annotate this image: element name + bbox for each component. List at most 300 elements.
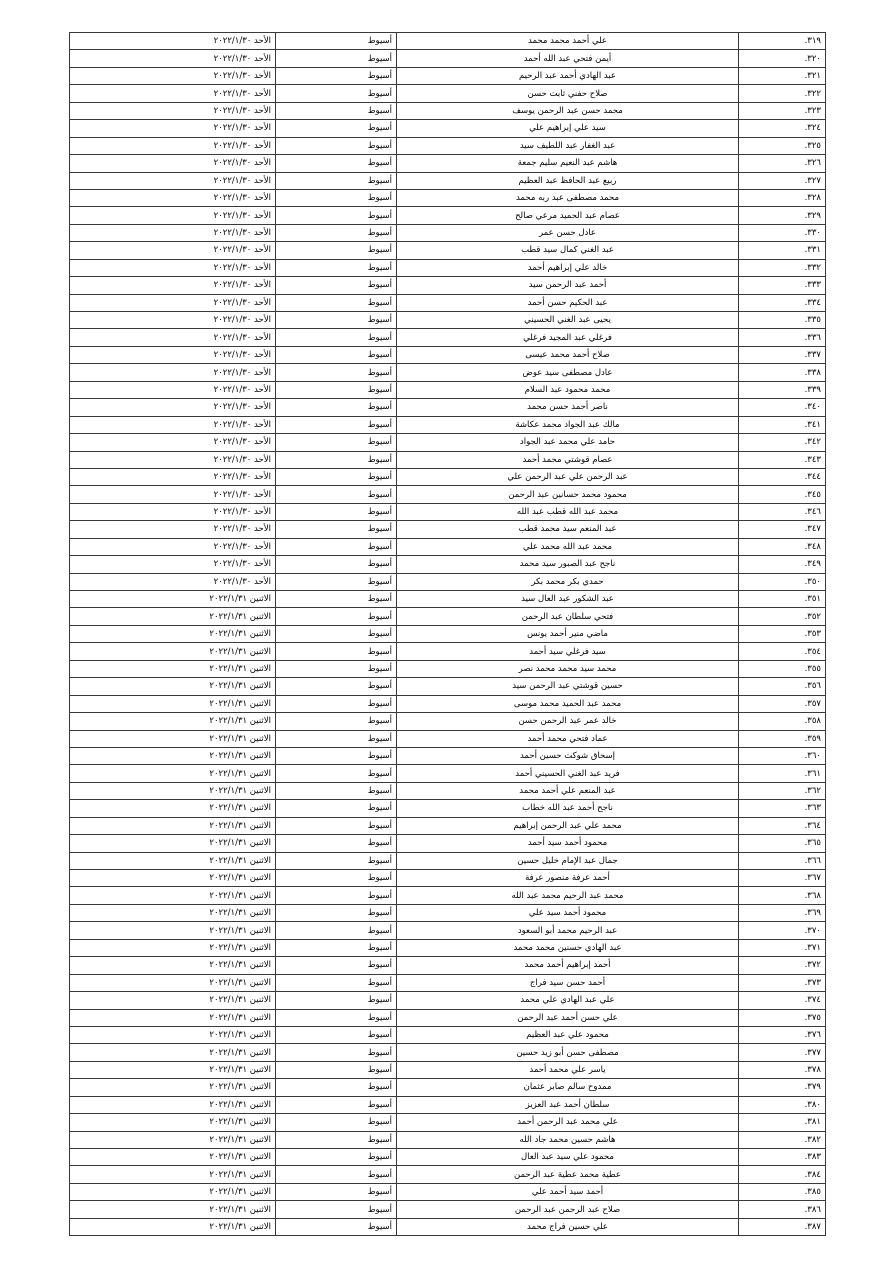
table-row xyxy=(70,259,826,276)
person-name-cell: عبد الهادي حسنين محمد محمد xyxy=(397,939,739,956)
row-number-cell: ٣٥٨. xyxy=(739,713,826,730)
city-cell: أسيوط xyxy=(276,870,397,887)
date-cell: الاثنين ٢٠٢٢/١/٣١ xyxy=(70,643,276,660)
table-row xyxy=(70,329,826,346)
person-name-cell: محمود علي عبد العظيم xyxy=(397,1026,739,1043)
person-name-cell: عبد الحكيم حسن أحمد xyxy=(397,294,739,311)
date-cell: الأحد ٢٠٢٢/١/٣٠ xyxy=(70,189,276,206)
city-cell: أسيوط xyxy=(276,155,397,172)
city-cell: أسيوط xyxy=(276,137,397,154)
date-cell: الأحد ٢٠٢٢/١/٣٠ xyxy=(70,155,276,172)
date-cell: الاثنين ٢٠٢٢/١/٣١ xyxy=(70,1096,276,1113)
city-cell: أسيوط xyxy=(276,259,397,276)
row-number-cell: ٣٢٢. xyxy=(739,85,826,102)
table-row xyxy=(70,695,826,712)
table-row xyxy=(70,713,826,730)
row-number-cell: ٣٧٤. xyxy=(739,992,826,1009)
city-cell: أسيوط xyxy=(276,224,397,241)
person-name-cell: أحمد إبراهيم أحمد محمد xyxy=(397,957,739,974)
row-number-cell: ٣٣٩. xyxy=(739,381,826,398)
date-cell: الأحد ٢٠٢٢/١/٣٠ xyxy=(70,486,276,503)
date-cell: الاثنين ٢٠٢٢/١/٣١ xyxy=(70,1166,276,1183)
row-number-cell: ٣٦٨. xyxy=(739,887,826,904)
table-row xyxy=(70,1183,826,1200)
city-cell: أسيوط xyxy=(276,364,397,381)
table-row xyxy=(70,852,826,869)
row-number-cell: ٣٨١. xyxy=(739,1114,826,1131)
person-name-cell: عماد فتحي محمد أحمد xyxy=(397,730,739,747)
table-row xyxy=(70,1201,826,1218)
city-cell: أسيوط xyxy=(276,922,397,939)
row-number-cell: ٣٨٠. xyxy=(739,1096,826,1113)
table-row xyxy=(70,556,826,573)
row-number-cell: ٣٧٦. xyxy=(739,1026,826,1043)
table-row xyxy=(70,277,826,294)
date-cell: الاثنين ٢٠٢٢/١/٣١ xyxy=(70,1149,276,1166)
city-cell: أسيوط xyxy=(276,992,397,1009)
city-cell: أسيوط xyxy=(276,1183,397,1200)
date-cell: الاثنين ٢٠٢٢/١/٣١ xyxy=(70,1061,276,1078)
row-number-cell: ٣٦٥. xyxy=(739,835,826,852)
date-cell: الأحد ٢٠٢٢/١/٣٠ xyxy=(70,207,276,224)
person-name-cell: ناصر أحمد حسن محمد xyxy=(397,399,739,416)
person-name-cell: مصطفى حسن أبو زيد حسين xyxy=(397,1044,739,1061)
table-row xyxy=(70,33,826,50)
person-name-cell: أحمد حسن سيد فراج xyxy=(397,974,739,991)
person-name-cell: محمد عبد الرحيم محمد عبد الله xyxy=(397,887,739,904)
row-number-cell: ٣٧٠. xyxy=(739,922,826,939)
person-name-cell: حمدي بكر محمد بكر xyxy=(397,573,739,590)
person-name-cell: محمد عبد الحميد محمد موسى xyxy=(397,695,739,712)
date-cell: الاثنين ٢٠٢٢/١/٣١ xyxy=(70,852,276,869)
person-name-cell: صلاح عبد الرحمن عبد الرحمن xyxy=(397,1201,739,1218)
row-number-cell: ٣٢٦. xyxy=(739,155,826,172)
row-number-cell: ٣٣٤. xyxy=(739,294,826,311)
row-number-cell: ٣٤١. xyxy=(739,416,826,433)
person-name-cell: عبد الغني كمال سيد قطب xyxy=(397,242,739,259)
city-cell: أسيوط xyxy=(276,329,397,346)
person-name-cell: ممدوح سالم صابر عثمان xyxy=(397,1079,739,1096)
table-row xyxy=(70,399,826,416)
date-cell: الاثنين ٢٠٢٢/١/٣١ xyxy=(70,1218,276,1235)
person-name-cell: علي حسين فراج محمد xyxy=(397,1218,739,1235)
date-cell: الاثنين ٢٠٢٢/١/٣١ xyxy=(70,678,276,695)
table-row xyxy=(70,137,826,154)
row-number-cell: ٣٢١. xyxy=(739,67,826,84)
person-name-cell: ناجح عبد الصبور سيد محمد xyxy=(397,556,739,573)
date-cell: الأحد ٢٠٢٢/١/٣٠ xyxy=(70,50,276,67)
row-number-cell: ٣٦٦. xyxy=(739,852,826,869)
person-name-cell: محمود محمد حسانين عبد الرحمن xyxy=(397,486,739,503)
city-cell: أسيوط xyxy=(276,939,397,956)
date-cell: الأحد ٢٠٢٢/١/٣٠ xyxy=(70,416,276,433)
date-cell: الاثنين ٢٠٢٢/١/٣١ xyxy=(70,747,276,764)
table-row xyxy=(70,364,826,381)
date-cell: الاثنين ٢٠٢٢/١/٣١ xyxy=(70,608,276,625)
city-cell: أسيوط xyxy=(276,625,397,642)
table-row xyxy=(70,1166,826,1183)
date-cell: الاثنين ٢٠٢٢/١/٣١ xyxy=(70,713,276,730)
person-name-cell: عبد المنعم سيد محمد قطب xyxy=(397,521,739,538)
date-cell: الاثنين ٢٠٢٢/١/٣١ xyxy=(70,1201,276,1218)
table-row xyxy=(70,102,826,119)
date-cell: الأحد ٢٠٢٢/١/٣٠ xyxy=(70,521,276,538)
city-cell: أسيوط xyxy=(276,85,397,102)
table-row xyxy=(70,451,826,468)
person-name-cell: عبد الرحيم محمد أبو السعود xyxy=(397,922,739,939)
table-row xyxy=(70,939,826,956)
city-cell: أسيوط xyxy=(276,50,397,67)
date-cell: الأحد ٢٠٢٢/١/٣٠ xyxy=(70,277,276,294)
city-cell: أسيوط xyxy=(276,974,397,991)
city-cell: أسيوط xyxy=(276,1096,397,1113)
table-row xyxy=(70,1079,826,1096)
table-row xyxy=(70,591,826,608)
row-number-cell: ٣٤٤. xyxy=(739,468,826,485)
row-number-cell: ٣٧٨. xyxy=(739,1061,826,1078)
row-number-cell: ٣٢٩. xyxy=(739,207,826,224)
table-row xyxy=(70,1044,826,1061)
table-row xyxy=(70,1096,826,1113)
table-row xyxy=(70,1218,826,1235)
person-name-cell: خالد عمر عبد الرحمن حسن xyxy=(397,713,739,730)
table-row xyxy=(70,224,826,241)
date-cell: الاثنين ٢٠٢٢/١/٣١ xyxy=(70,1131,276,1148)
city-cell: أسيوط xyxy=(276,468,397,485)
table-row xyxy=(70,957,826,974)
table-row xyxy=(70,992,826,1009)
person-name-cell: علي عبد الهادي علي محمد xyxy=(397,992,739,1009)
city-cell: أسيوط xyxy=(276,277,397,294)
city-cell: أسيوط xyxy=(276,782,397,799)
roster-table-body xyxy=(70,33,826,1236)
table-row xyxy=(70,1114,826,1131)
city-cell: أسيوط xyxy=(276,294,397,311)
table-row xyxy=(70,1131,826,1148)
date-cell: الأحد ٢٠٢٢/١/٣٠ xyxy=(70,399,276,416)
row-number-cell: ٣٧٩. xyxy=(739,1079,826,1096)
table-row xyxy=(70,904,826,921)
date-cell: الاثنين ٢٠٢٢/١/٣١ xyxy=(70,992,276,1009)
city-cell: أسيوط xyxy=(276,102,397,119)
date-cell: الاثنين ٢٠٢٢/١/٣١ xyxy=(70,800,276,817)
city-cell: أسيوط xyxy=(276,957,397,974)
date-cell: الأحد ٢٠٢٢/١/٣٠ xyxy=(70,172,276,189)
city-cell: أسيوط xyxy=(276,312,397,329)
row-number-cell: ٣٢٠. xyxy=(739,50,826,67)
date-cell: الأحد ٢٠٢٢/١/٣٠ xyxy=(70,224,276,241)
table-row xyxy=(70,503,826,520)
city-cell: أسيوط xyxy=(276,573,397,590)
city-cell: أسيوط xyxy=(276,1131,397,1148)
date-cell: الأحد ٢٠٢٢/١/٣٠ xyxy=(70,503,276,520)
city-cell: أسيوط xyxy=(276,1149,397,1166)
city-cell: أسيوط xyxy=(276,608,397,625)
table-row xyxy=(70,434,826,451)
city-cell: أسيوط xyxy=(276,1026,397,1043)
date-cell: الاثنين ٢٠٢٢/١/٣١ xyxy=(70,591,276,608)
city-cell: أسيوط xyxy=(276,1201,397,1218)
table-row xyxy=(70,835,826,852)
city-cell: أسيوط xyxy=(276,800,397,817)
date-cell: الاثنين ٢٠٢٢/١/٣١ xyxy=(70,782,276,799)
row-number-cell: ٣٥٧. xyxy=(739,695,826,712)
table-row xyxy=(70,1061,826,1078)
table-row xyxy=(70,155,826,172)
person-name-cell: سلطان أحمد عبد العزيز xyxy=(397,1096,739,1113)
row-number-cell: ٣٤٢. xyxy=(739,434,826,451)
date-cell: الأحد ٢٠٢٢/١/٣٠ xyxy=(70,556,276,573)
roster-table xyxy=(69,32,826,1236)
row-number-cell: ٣٤٨. xyxy=(739,538,826,555)
row-number-cell: ٣١٩. xyxy=(739,33,826,50)
city-cell: أسيوط xyxy=(276,660,397,677)
table-row xyxy=(70,625,826,642)
table-row xyxy=(70,416,826,433)
person-name-cell: يحيى عبد الغني الحسيني xyxy=(397,312,739,329)
table-row xyxy=(70,486,826,503)
table-row xyxy=(70,922,826,939)
person-name-cell: سيد فرغلي سيد أحمد xyxy=(397,643,739,660)
city-cell: أسيوط xyxy=(276,486,397,503)
row-number-cell: ٣٧٣. xyxy=(739,974,826,991)
date-cell: الأحد ٢٠٢٢/١/٣٠ xyxy=(70,102,276,119)
city-cell: أسيوط xyxy=(276,1079,397,1096)
person-name-cell: هاشم عبد النعيم سليم جمعة xyxy=(397,155,739,172)
date-cell: الاثنين ٢٠٢٢/١/٣١ xyxy=(70,922,276,939)
row-number-cell: ٣٧٧. xyxy=(739,1044,826,1061)
row-number-cell: ٣٢٧. xyxy=(739,172,826,189)
person-name-cell: فريد عبد الغني الحسيني أحمد xyxy=(397,765,739,782)
table-row xyxy=(70,608,826,625)
date-cell: الأحد ٢٠٢٢/١/٣٠ xyxy=(70,294,276,311)
date-cell: الأحد ٢٠٢٢/١/٣٠ xyxy=(70,85,276,102)
city-cell: أسيوط xyxy=(276,643,397,660)
table-row xyxy=(70,730,826,747)
row-number-cell: ٣٦٩. xyxy=(739,904,826,921)
date-cell: الاثنين ٢٠٢٢/١/٣١ xyxy=(70,835,276,852)
city-cell: أسيوط xyxy=(276,242,397,259)
person-name-cell: محمود علي سيد عبد العال xyxy=(397,1149,739,1166)
person-name-cell: محمد علي عبد الرحمن إبراهيم xyxy=(397,817,739,834)
row-number-cell: ٣٣٠. xyxy=(739,224,826,241)
date-cell: الاثنين ٢٠٢٢/١/٣١ xyxy=(70,957,276,974)
city-cell: أسيوط xyxy=(276,67,397,84)
table-row xyxy=(70,643,826,660)
table-row xyxy=(70,782,826,799)
person-name-cell: محمد سيد محمد محمد نصر xyxy=(397,660,739,677)
row-number-cell: ٣٤٣. xyxy=(739,451,826,468)
date-cell: الأحد ٢٠٢٢/١/٣٠ xyxy=(70,329,276,346)
row-number-cell: ٣٨٣. xyxy=(739,1149,826,1166)
date-cell: الاثنين ٢٠٢٢/١/٣١ xyxy=(70,887,276,904)
table-row xyxy=(70,120,826,137)
person-name-cell: فرغلي عبد المجيد فرغلي xyxy=(397,329,739,346)
row-number-cell: ٣٦٤. xyxy=(739,817,826,834)
date-cell: الاثنين ٢٠٢٢/١/٣١ xyxy=(70,974,276,991)
person-name-cell: محمد حسن عبد الرحمن يوسف xyxy=(397,102,739,119)
row-number-cell: ٣٥٠. xyxy=(739,573,826,590)
city-cell: أسيوط xyxy=(276,678,397,695)
date-cell: الاثنين ٢٠٢٢/١/٣١ xyxy=(70,1044,276,1061)
person-name-cell: مالك عبد الجواد محمد عكاشة xyxy=(397,416,739,433)
person-name-cell: هاشم حسين محمد جاد الله xyxy=(397,1131,739,1148)
person-name-cell: أيمن فتحي عبد الله أحمد xyxy=(397,50,739,67)
row-number-cell: ٣٥٢. xyxy=(739,608,826,625)
table-row xyxy=(70,521,826,538)
row-number-cell: ٣٨٤. xyxy=(739,1166,826,1183)
row-number-cell: ٣٨٦. xyxy=(739,1201,826,1218)
person-name-cell: علي حسن أحمد عبد الرحمن xyxy=(397,1009,739,1026)
city-cell: أسيوط xyxy=(276,451,397,468)
table-row xyxy=(70,1009,826,1026)
person-name-cell: ربيع عبد الحافظ عبد العظيم xyxy=(397,172,739,189)
row-number-cell: ٣٦١. xyxy=(739,765,826,782)
row-number-cell: ٣٥٦. xyxy=(739,678,826,695)
city-cell: أسيوط xyxy=(276,887,397,904)
table-row xyxy=(70,747,826,764)
person-name-cell: عبد الهادي أحمد عبد الرحيم xyxy=(397,67,739,84)
table-row xyxy=(70,242,826,259)
table-row xyxy=(70,50,826,67)
table-row xyxy=(70,189,826,206)
date-cell: الأحد ٢٠٢٢/١/٣٠ xyxy=(70,434,276,451)
date-cell: الأحد ٢٠٢٢/١/٣٠ xyxy=(70,312,276,329)
row-number-cell: ٣٣٨. xyxy=(739,364,826,381)
date-cell: الاثنين ٢٠٢٢/١/٣١ xyxy=(70,870,276,887)
row-number-cell: ٣٦٠. xyxy=(739,747,826,764)
person-name-cell: عبد الغفار عبد اللطيف سيد xyxy=(397,137,739,154)
person-name-cell: حامد علي محمد عبد الجواد xyxy=(397,434,739,451)
table-row xyxy=(70,381,826,398)
row-number-cell: ٣٦٣. xyxy=(739,800,826,817)
row-number-cell: ٣٨٢. xyxy=(739,1131,826,1148)
table-row xyxy=(70,765,826,782)
row-number-cell: ٣٣٢. xyxy=(739,259,826,276)
city-cell: أسيوط xyxy=(276,904,397,921)
city-cell: أسيوط xyxy=(276,207,397,224)
person-name-cell: عبد الرحمن علي عبد الرحمن علي xyxy=(397,468,739,485)
person-name-cell: ياسر علي محمد أحمد xyxy=(397,1061,739,1078)
city-cell: أسيوط xyxy=(276,695,397,712)
person-name-cell: عبد المنعم علي أحمد محمد xyxy=(397,782,739,799)
person-name-cell: فتحي سلطان عبد الرحمن xyxy=(397,608,739,625)
row-number-cell: ٣٢٣. xyxy=(739,102,826,119)
person-name-cell: ناجح أحمد عبد الله خطاب xyxy=(397,800,739,817)
date-cell: الاثنين ٢٠٢٢/١/٣١ xyxy=(70,817,276,834)
person-name-cell: حسين قوشتي عبد الرحمن سيد xyxy=(397,678,739,695)
table-row xyxy=(70,294,826,311)
city-cell: أسيوط xyxy=(276,434,397,451)
person-name-cell: ماضي منير أحمد يونس xyxy=(397,625,739,642)
city-cell: أسيوط xyxy=(276,835,397,852)
roster-sheet xyxy=(69,32,824,1236)
row-number-cell: ٣٥١. xyxy=(739,591,826,608)
person-name-cell: أحمد سيد أحمد علي xyxy=(397,1183,739,1200)
date-cell: الأحد ٢٠٢٢/١/٣٠ xyxy=(70,468,276,485)
row-number-cell: ٣٨٧. xyxy=(739,1218,826,1235)
date-cell: الأحد ٢٠٢٢/١/٣٠ xyxy=(70,259,276,276)
person-name-cell: جمال عبد الإمام خليل حسين xyxy=(397,852,739,869)
row-number-cell: ٣٤٩. xyxy=(739,556,826,573)
person-name-cell: عادل حسن عمر xyxy=(397,224,739,241)
city-cell: أسيوط xyxy=(276,556,397,573)
table-row xyxy=(70,538,826,555)
city-cell: أسيوط xyxy=(276,1218,397,1235)
city-cell: أسيوط xyxy=(276,1166,397,1183)
city-cell: أسيوط xyxy=(276,416,397,433)
row-number-cell: ٣٧١. xyxy=(739,939,826,956)
person-name-cell: عصام عبد الحميد مرعي صالح xyxy=(397,207,739,224)
date-cell: الأحد ٢٠٢٢/١/٣٠ xyxy=(70,33,276,50)
date-cell: الأحد ٢٠٢٢/١/٣٠ xyxy=(70,120,276,137)
city-cell: أسيوط xyxy=(276,1061,397,1078)
date-cell: الاثنين ٢٠٢٢/١/٣١ xyxy=(70,904,276,921)
row-number-cell: ٣٧٥. xyxy=(739,1009,826,1026)
person-name-cell: محمد عبد الله قطب عبد الله xyxy=(397,503,739,520)
date-cell: الاثنين ٢٠٢٢/١/٣١ xyxy=(70,660,276,677)
row-number-cell: ٣٥٣. xyxy=(739,625,826,642)
table-row xyxy=(70,800,826,817)
table-row xyxy=(70,346,826,363)
date-cell: الأحد ٢٠٢٢/١/٣٠ xyxy=(70,451,276,468)
table-row xyxy=(70,1149,826,1166)
row-number-cell: ٣٤٧. xyxy=(739,521,826,538)
person-name-cell: محمود أحمد سيد علي xyxy=(397,904,739,921)
city-cell: أسيوط xyxy=(276,381,397,398)
date-cell: الاثنين ٢٠٢٢/١/٣١ xyxy=(70,1114,276,1131)
table-row xyxy=(70,573,826,590)
city-cell: أسيوط xyxy=(276,713,397,730)
person-name-cell: محمود أحمد سيد أحمد xyxy=(397,835,739,852)
city-cell: أسيوط xyxy=(276,817,397,834)
city-cell: أسيوط xyxy=(276,1009,397,1026)
table-row xyxy=(70,207,826,224)
person-name-cell: عصام قوشتي محمد أحمد xyxy=(397,451,739,468)
row-number-cell: ٣٦٧. xyxy=(739,870,826,887)
city-cell: أسيوط xyxy=(276,1114,397,1131)
row-number-cell: ٣٣٣. xyxy=(739,277,826,294)
row-number-cell: ٣٦٢. xyxy=(739,782,826,799)
city-cell: أسيوط xyxy=(276,747,397,764)
row-number-cell: ٣٥٤. xyxy=(739,643,826,660)
person-name-cell: محمد محمود عبد السلام xyxy=(397,381,739,398)
table-row xyxy=(70,660,826,677)
table-row xyxy=(70,974,826,991)
city-cell: أسيوط xyxy=(276,521,397,538)
person-name-cell: علي محمد عبد الرحمن أحمد xyxy=(397,1114,739,1131)
city-cell: أسيوط xyxy=(276,346,397,363)
city-cell: أسيوط xyxy=(276,730,397,747)
row-number-cell: ٣٣٦. xyxy=(739,329,826,346)
city-cell: أسيوط xyxy=(276,120,397,137)
date-cell: الأحد ٢٠٢٢/١/٣٠ xyxy=(70,538,276,555)
date-cell: الأحد ٢٠٢٢/١/٣٠ xyxy=(70,364,276,381)
table-row xyxy=(70,172,826,189)
date-cell: الأحد ٢٠٢٢/١/٣٠ xyxy=(70,67,276,84)
table-row xyxy=(70,887,826,904)
date-cell: الأحد ٢٠٢٢/١/٣٠ xyxy=(70,381,276,398)
date-cell: الاثنين ٢٠٢٢/١/٣١ xyxy=(70,1026,276,1043)
date-cell: الاثنين ٢٠٢٢/١/٣١ xyxy=(70,939,276,956)
person-name-cell: عادل مصطفى سيد عوض xyxy=(397,364,739,381)
row-number-cell: ٣٣٧. xyxy=(739,346,826,363)
table-row xyxy=(70,312,826,329)
row-number-cell: ٣٢٥. xyxy=(739,137,826,154)
person-name-cell: إسحاق شوكت حسين أحمد xyxy=(397,747,739,764)
person-name-cell: سيد علي إبراهيم علي xyxy=(397,120,739,137)
table-row xyxy=(70,817,826,834)
